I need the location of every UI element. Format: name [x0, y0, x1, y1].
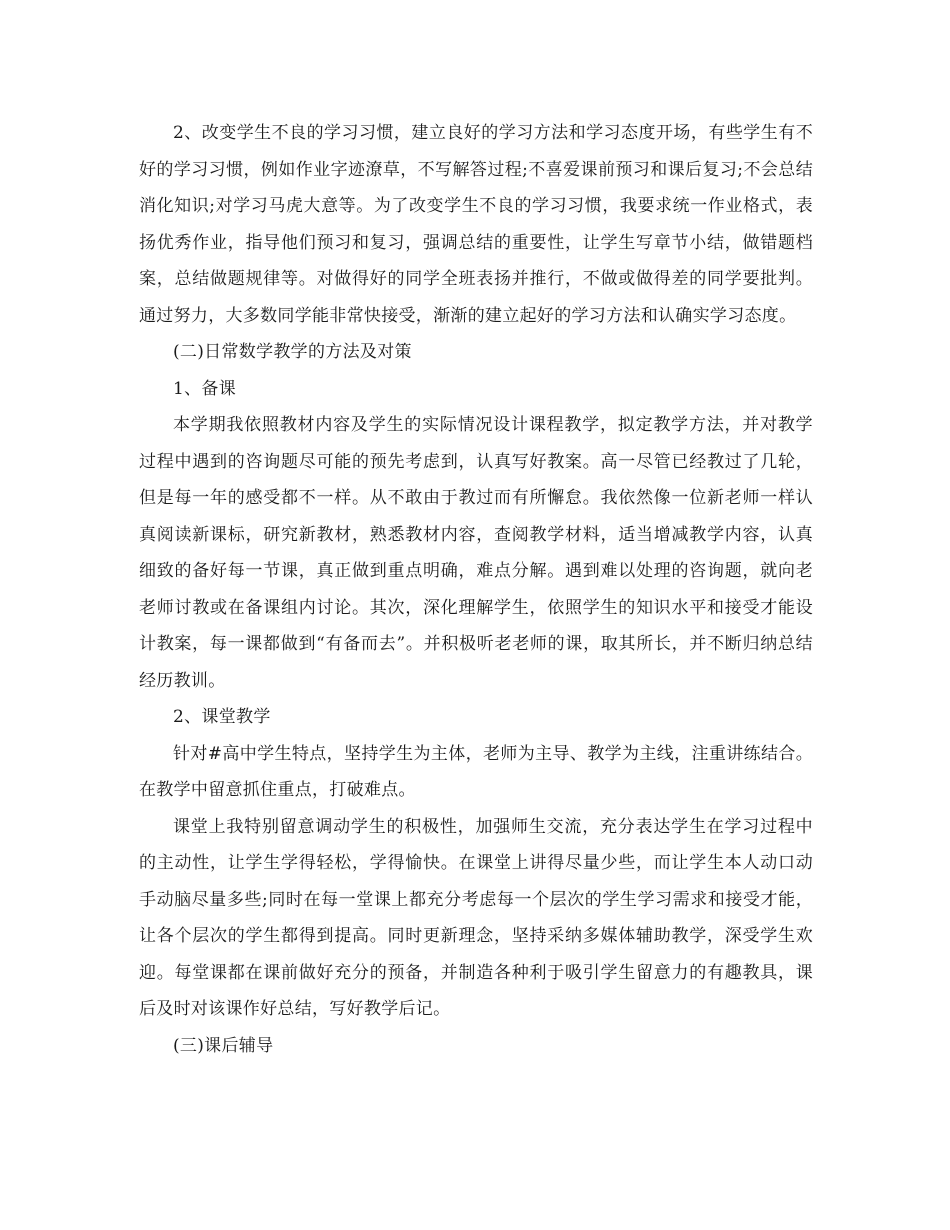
section-heading-after-class-tutoring: (三)课后辅导	[173, 1035, 274, 1056]
subheading-classroom-teaching: 2、课堂教学	[173, 707, 271, 727]
paragraph-study-habits: 2、改变学生不良的学习习惯，建立良好的学习方法和学习态度开场，有些学生有不好的学习习惯，例如作业字迹潦草，不写解答过程;不喜爱课前预习和课后复习;不会总结消化知识;对学习马虎大意等。为了改变学生不良的学习习惯，我要求统一作业格式，表扬优秀作业，指导他们预习和复习，强调总结的重要性，让学生写章节小结，做错题档案，总结做题规律等。对做得好的同学全班表扬并推行，不做或做得差的同学要批判。通过努力，大多数同学能非常快接受，渐渐的建立起好的学习方法和认确实学习态度。	[139, 123, 813, 326]
paragraph-classroom-engagement: 课堂上我特别留意调动学生的积极性，加强师生交流，充分表达学生在学习过程中的主动性，让学生学得轻松，学得愉快。在课堂上讲得尽量少些，而让学生本人动口动手动脑尽量多些;同时在每一堂课上都充分考虑每一个层次的学生学习需求和接受才能，让各个层次的学生都得到提高。同时更新理念，坚持采纳多媒体辅助教学，深受学生欢迎。每堂课都在课前做好充分的预备，并制造各种利于吸引学生留意力的有趣教具，课后及时对该课作好总结，写好教学后记。	[139, 816, 813, 1019]
subheading-lesson-prep: 1、备课	[173, 378, 237, 399]
paragraph-lesson-prep: 本学期我依照教材内容及学生的实际情况设计课程教学，拟定教学方法，并对教学过程中遇到的咨询题尽可能的预先考虑到，认真写好教案。高一尽管已经教过了几轮，但是每一年的感受都不一样。从不敢由于教过而有所懈怠。我依然像一位新老师一样认真阅读新课标，研究新教材，熟悉教材内容，查阅教学材料，适当增减教学内容，认真细致的备好每一节课，真正做到重点明确，难点分解。遇到难以处理的咨询题，就向老老师讨教或在备课组内讨论。其次，深化理解学生，依照学生的知识水平和接受才能设计教案，每一课都做到“有备而去”。并积极听老老师的课，取其所长，并不断归纳总结经历教训。	[139, 415, 813, 691]
section-heading-daily-teaching: (二)日常数学教学的方法及对策	[173, 342, 412, 362]
document-body	[139, 115, 813, 1064]
paragraph-teaching-focus: 针对#高中学生特点，坚持学生为主体，老师为主导、教学为主线，注重讲练结合。在教学中留意抓住重点，打破难点。	[139, 743, 813, 800]
